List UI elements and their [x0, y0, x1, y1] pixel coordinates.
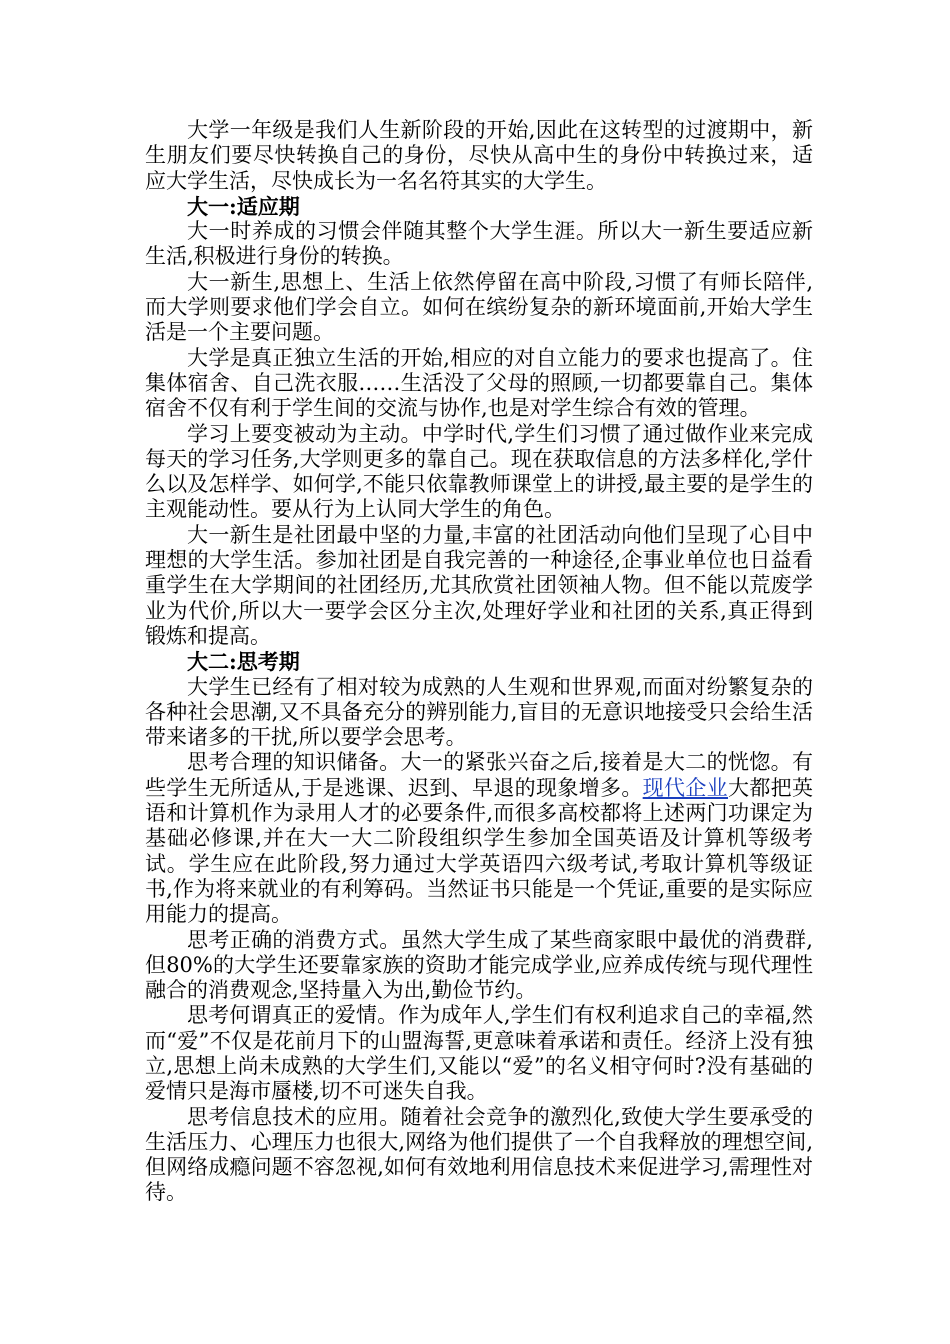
paragraph-knowledge-end: 大都把英语和计算机作为录用人才的必要条件,而很多高校都将上述两门功课定为基础必修课,并在大一大二阶段组织学生参加全国英语及计算机等级考试。学生应在此阶段,努力通过大学英语四六级考试,考取计算机等级证书,作为将来就业的有利筹码。当然证书只能是一个凭证,重要的是实际应用能力的提高。 — [145, 775, 814, 927]
paragraph-habits: 大一时养成的习惯会伴随其整个大学生涯。所以大一新生要适应新生活,积极进行身份的转换。 — [145, 219, 813, 269]
paragraph-knowledge — [145, 750, 813, 927]
paragraph-thinking: 大学生已经有了相对较为成熟的人生观和世界观,而面对纷繁复杂的各种社会思潮,又不具备充分的辨别能力,盲目的无意识地接受只会给生活带来诸多的干扰,所以要学会思考。 — [145, 674, 813, 750]
paragraph-dormitory: 大学是真正独立生活的开始,相应的对自立能力的要求也提高了。住集体宿舍、自己洗衣服……生活没了父母的照顾,一切都要靠自己。集体宿舍不仅有利于学生间的交流与协作,也是对学生综合有效的管理。 — [145, 345, 813, 421]
document-page — [145, 118, 813, 1206]
section-heading-sophomore: 大二:思考期 — [187, 649, 300, 675]
paragraph-independence: 大一新生,思想上、生活上依然停留在高中阶段,习惯了有师长陪伴,而大学则要求他们学会自立。如何在缤纷复杂的新环境面前,开始大学生活是一个主要问题。 — [145, 269, 813, 345]
paragraph-consumption: 思考正确的消费方式。虽然大学生成了某些商家眼中最优的消费群,但80%的大学生还要靠家族的资助才能完成学业,应养成传统与现代理性融合的消费观念,坚持量入为出,勤俭节约。 — [145, 927, 813, 1003]
paragraph-clubs: 大一新生是社团最中坚的力量,丰富的社团活动向他们呈现了心目中理想的大学生活。参加社团是自我完善的一种途径,企事业单位也日益看重学生在大学期间的社团经历,尤其欣赏社团领袖人物。但不能以荒废学业为代价,所以大一要学会区分主次,处理好学业和社团的关系,真正得到锻炼和提高。 — [145, 522, 813, 648]
paragraph-technology: 思考信息技术的应用。随着社会竞争的激烈化,致使大学生要承受的生活压力、心理压力也很大,网络为他们提供了一个自我释放的理想空间,但网络成瘾问题不容忽视,如何有效地利用信息技术来促进学习,需理性对待。 — [145, 1104, 813, 1205]
modern-enterprise-link[interactable]: 现代企业 — [642, 775, 729, 800]
paragraph-knowledge-start: 思考合理的知识储备。大一的紧张兴奋之后,接着是大二的恍惚。有些学生无所适从,于是逃课、迟到、早退的现象增多。 — [145, 750, 813, 800]
paragraph-love: 思考何谓真正的爱情。作为成年人,学生们有权利追求自己的幸福,然而“爱”不仅是花前月下的山盟海誓,更意味着承诺和责任。经济上没有独立,思想上尚未成熟的大学生们,又能以“爱”的名义相守何时?没有基础的爱情只是海市蜃楼,切不可迷失自我。 — [145, 1003, 813, 1104]
section-heading-freshman: 大一:适应期 — [187, 193, 300, 219]
paragraph-learning: 学习上要变被动为主动。中学时代,学生们习惯了通过做作业来完成每天的学习任务,大学则更多的靠自己。现在获取信息的方法多样化,学什么以及怎样学、如何学,不能只依靠教师课堂上的讲授,最主要的是学生的主观能动性。要从行为上认同大学生的角色。 — [145, 421, 813, 522]
intro-paragraph: 大学一年级是我们人生新阶段的开始,因此在这转型的过渡期中，新生朋友们要尽快转换自己的身份，尽快从高中生的身份中转换过来，适应大学生活，尽快成长为一名名符其实的大学生。 — [145, 118, 813, 193]
